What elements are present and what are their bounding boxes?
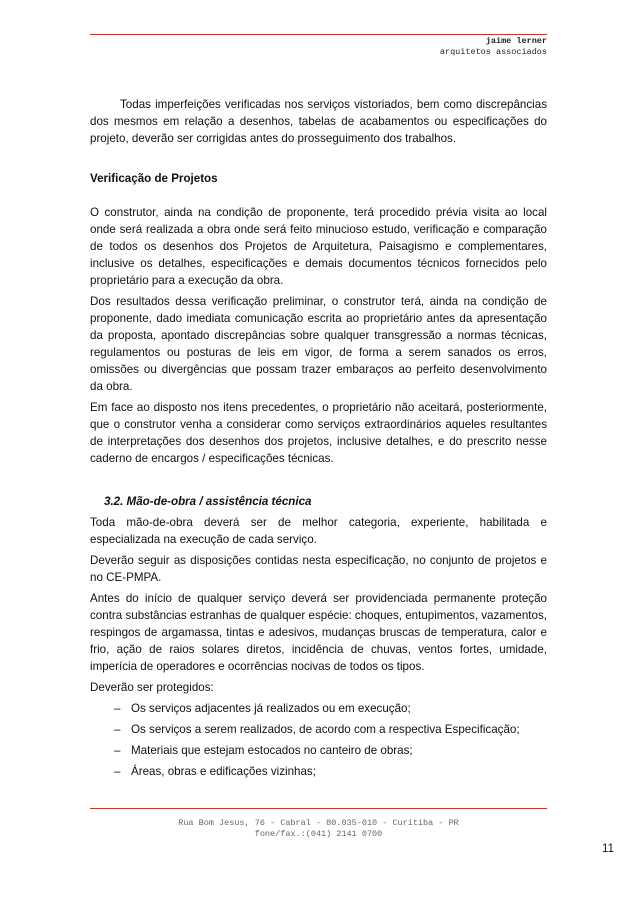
footer-address [90,818,547,840]
page-number: 11 [602,843,614,855]
intro-paragraph: Todas imperfeições verificadas nos serviços vistoriados, bem como discrepâncias dos mesmos em relação a desenhos, tabelas de acabamentos ou especificações do projeto, deverão ser corrigidas antes do prosseguimento dos trabalhos. [90,98,547,145]
section-title-mao-de-obra: 3.2. Mão-de-obra / assistência técnica [104,495,312,508]
list-item: – Os serviços adjacentes já realizados ou em execução; [114,702,411,715]
section-title-verificacao: Verificação de Projetos [90,172,218,185]
list-item: – Os serviços a serem realizados, de acordo com a respectiva Especificação; [114,723,520,736]
letterhead [440,36,547,58]
dash-bullet: – [114,702,121,715]
company-name: jaime lerner [485,36,547,46]
dash-bullet: – [114,723,121,736]
paragraph: O construtor, ainda na condição de proponente, terá procedido prévia visita ao local onde será realizada a obra onde será feito minucioso estudo, verificação e comparação de todos os desenhos dos Projetos de Arquitetura, Paisagismo e complementares, inclusive os detalhes, especificações e demais documentos técnicos fornecidos pelo proprietário para a execução da obra. [90,206,547,287]
dash-bullet: – [114,765,121,778]
footer-rule [90,808,547,809]
paragraph: Dos resultados dessa verificação preliminar, o construtor terá, ainda na condição de proponente, dado imediata comunicação escrita ao proprietário antes da apresentação da proposta, apontado discrepâncias sobre qualquer transgressão a normas técnicas, regulamentos ou posturas de leis em vigor, de forma a serem sanados os erros, omissões ou divergências que possam trazer embaraços ao perfeito desenvolvimento da obra. [90,295,547,393]
paragraph: Em face ao disposto nos itens precedentes, o proprietário não aceitará, posteriormente, que o construtor venha a considerar como serviços extraordinários aqueles resultantes de interpretações dos desenhos dos projetos, inclusive detalhes, e do prescrito nesse caderno de encargos / especificações técnicas. [90,401,547,465]
document-body [90,96,547,784]
paragraph: Toda mão-de-obra deverá ser de melhor categoria, experiente, habilitada e especializada na execução de cada serviço. [90,516,547,546]
company-subtitle: arquitetos associados [439,47,547,57]
paragraph: Deverão ser protegidos: [90,681,214,694]
protection-list [90,700,547,780]
list-item: – Áreas, obras e edificações vizinhas; [114,765,316,778]
list-item: – Materiais que estejam estocados no canteiro de obras; [114,744,413,757]
paragraph: Antes do início de qualquer serviço deverá ser providenciada permanente proteção contra substâncias estranhas de qualquer espécie: choques, entupimentos, vazamentos, respingos de argamassa, tintas e adesivos, mudanças bruscas de temperatura, calor e frio, ação de raios solares diretos, incidência de chuvas, ventos fortes, umidade, imperícia de operadores e ocorrências nocivas de todos os tipos. [90,592,547,673]
header-rule [90,34,547,35]
footer-phone-line: fone/fax.:(041) 2141 0700 [254,829,383,839]
dash-bullet: – [114,744,121,757]
paragraph: Deverão seguir as disposições contidas nesta especificação, no conjunto de projetos e no CE-PMPA. [90,554,547,584]
footer-address-line: Rua Bom Jesus, 76 - Cabral - 80.035-010 - Curitiba - PR [178,818,459,828]
